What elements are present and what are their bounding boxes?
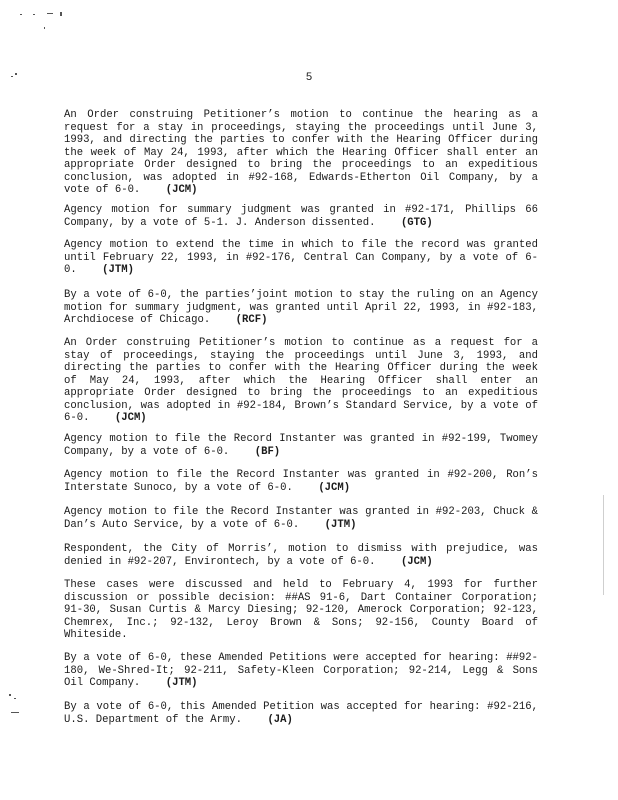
entry-text: By a vote of 6-0, these Amended Petitions were accepted for hearing: ##92-180, We-Shred-It; 92-211, Safety-Kleen Corporation; 92-214, Legg & Sons Oil Company. [64,652,538,689]
minute-entry [64,701,538,726]
entry-initials: (JCM) [165,184,198,196]
entry-initials: (JA) [267,713,293,726]
entry-text: These cases were discussed and held to February 4, 1993 for further discussion or possible decision: ##AS 91-6, Dart Container Corporation; 91-30, Susan Curtis & Marcy Diesing; 92-120, Amerock Corporation; 92-123, Chemrex, Inc.; 92-132, Leroy Brown & Sons; 92-156, County Board of Whiteside. [64,579,538,641]
minute-entry [64,239,538,277]
entry-initials: (GTG) [400,216,433,229]
minute-entry [64,204,538,229]
entry-text: Respondent, the City of Morris’, motion to dismiss with prejudice, was denied in #92-207, Environtech, by a vote of 6-0. [64,543,538,568]
entry-initials: (JCM) [400,555,433,568]
minute-entry [64,289,538,327]
entry-initials: (JTM) [324,518,357,531]
minute-entry [64,433,538,458]
minute-entry [64,652,538,690]
entry-initials: (JTM) [165,677,198,689]
minute-entry [64,109,538,197]
entry-initials: (JCM) [318,481,351,494]
entry-text: An Order construing Petitioner’s motion to continue the hearing as a request for a stay in proceedings, staying the proceedings until June 3, 1993, and directing the parties to confer with the Hearing Officer during the week of May 24, 1993, after which the Hearing Officer shall enter an appropriate Order designed to bring the proceedings to an expeditious conclusion, was adopted in #92-168, Edwards-Etherton Oil Company, by a vote of 6-0. [64,109,538,196]
entry-text: Agency motion to file the Record Instanter was granted in #92-203, Chuck & Dan’s Auto Service, by a vote of 6-0. [64,506,538,531]
entry-initials: (BF) [254,445,281,458]
entry-initials: (JCM) [114,412,147,424]
entry-initials: (JTM) [102,264,134,276]
entry-text: Agency motion for summary judgment was granted in #92-171, Phillips 66 Company, by a vote of 5-1. J. Anderson dissented. [64,204,538,229]
entry-text: An Order construing Petitioner’s motion to continue as a request for a stay of proceedings, staying the proceedings until June 3, 1993, and directing the parties to confer with the Hearing Officer during the week of May 24, 1993, after which the Hearing Officer shall enter an appropriate Order designed to bring the proceedings to an expeditious conclusion, was adopted in #92-184, Brown’s Standard Service, by a vote of 6-0. [64,337,538,424]
minute-entry [64,506,538,531]
page-number: 5 [305,72,313,84]
scan-edge-line [603,495,604,595]
minute-entry [64,579,538,642]
entry-text: By a vote of 6-0, this Amended Petition was accepted for hearing: #92-216, U.S. Department of the Army. [64,701,538,726]
entry-text: Agency motion to file the Record Instanter was granted in #92-200, Ron’s Interstate Sunoco, by a vote of 6-0. [64,469,538,494]
entry-initials: (RCF) [235,314,268,326]
entry-text: Agency motion to extend the time in which to file the record was granted until February 22, 1993, in #92-176, Central Can Company, by a vote of 6-0. [64,239,538,276]
minute-entry [64,337,538,425]
minute-entry [64,469,538,494]
entry-text: Agency motion to file the Record Instanter was granted in #92-199, Twomey Company, by a vote of 6-0. [64,433,538,458]
entry-text: By a vote of 6-0, the parties’joint motion to stay the ruling on an Agency motion for summary judgment, was granted until April 22, 1993, in #92-183, Archdiocese of Chicago. [64,289,538,326]
minute-entry [64,543,538,568]
